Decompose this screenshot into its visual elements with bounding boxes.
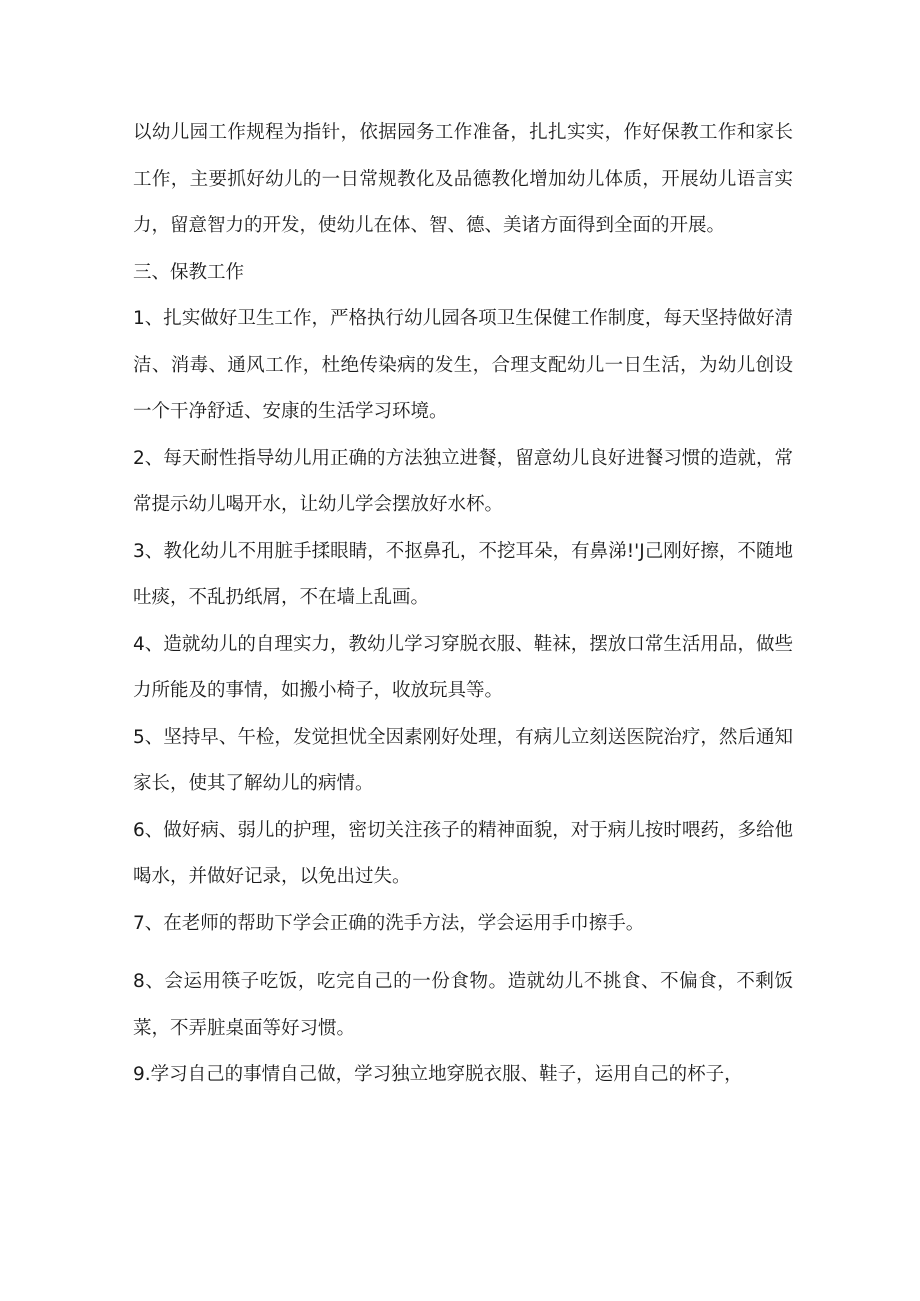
- document-body: [133, 110, 793, 1099]
- paragraph-item-7: 7、在老师的帮助下学会正确的洗手方法，学会运用手巾擦手。: [133, 912, 645, 934]
- paragraph-item-3: 3、教化幼儿不用脏手揉眼睛，不抠鼻孔，不挖耳朵，有鼻涕!'J己刚好擦，不随地吐痰，不乱扔纸屑，不在墙上乱画。: [133, 540, 793, 608]
- paragraph-item-2: 2、每天耐性指导幼儿用正确的方法独立进餐，留意幼儿良好进餐习惯的造就，常常提示幼儿喝开水，让幼儿学会摆放好水杯。: [133, 447, 793, 515]
- paragraph-item-8: 8、会运用筷子吃饭，吃完自己的一份食物。造就幼儿不挑食、不偏食，不剩饭菜，不弄脏桌面等好习惯。: [133, 971, 793, 1039]
- paragraph-item-1: 1、扎实做好卫生工作，严格执行幼儿园各项卫生保健工作制度，每天坚持做好清洁、消毒、通风工作，杜绝传染病的发生，合理支配幼儿一日生活，为幼儿创设一个干净舒适、安康的生活学习环境。: [133, 308, 793, 422]
- paragraph-item-9: 9.学习自己的事情自己做，学习独立地穿脱衣服、鞋子，运用自己的杯子，: [133, 1064, 743, 1085]
- section-heading-care-education: 三、保教工作: [133, 261, 245, 283]
- paragraph-item-4: 4、造就幼儿的自理实力，教幼儿学习穿脱衣服、鞋袜，摆放口常生活用品，做些力所能及的事情，如搬小椅子，收放玩具等。: [133, 633, 793, 701]
- paragraph-item-5: 5、坚持早、午检，发觉担忧全因素刚好处理，有病儿立刻送医院治疗，然后通知家长，使其了解幼儿的病情。: [133, 726, 793, 794]
- paragraph-intro: 以幼儿园工作规程为指针，依据园务工作准备，扎扎实实，作好保教工作和家长工作，主要抓好幼儿的一日常规教化及品德教化增加幼儿体质，开展幼儿语言实力，留意智力的开发，使幼儿在体、智、德、美诸方面得到全面的开展。: [133, 122, 793, 236]
- paragraph-item-6: 6、做好病、弱儿的护理，密切关注孩子的精神面貌，对于病儿按时喂药，多给他喝水，并做好记录，以免出过失。: [133, 819, 793, 887]
